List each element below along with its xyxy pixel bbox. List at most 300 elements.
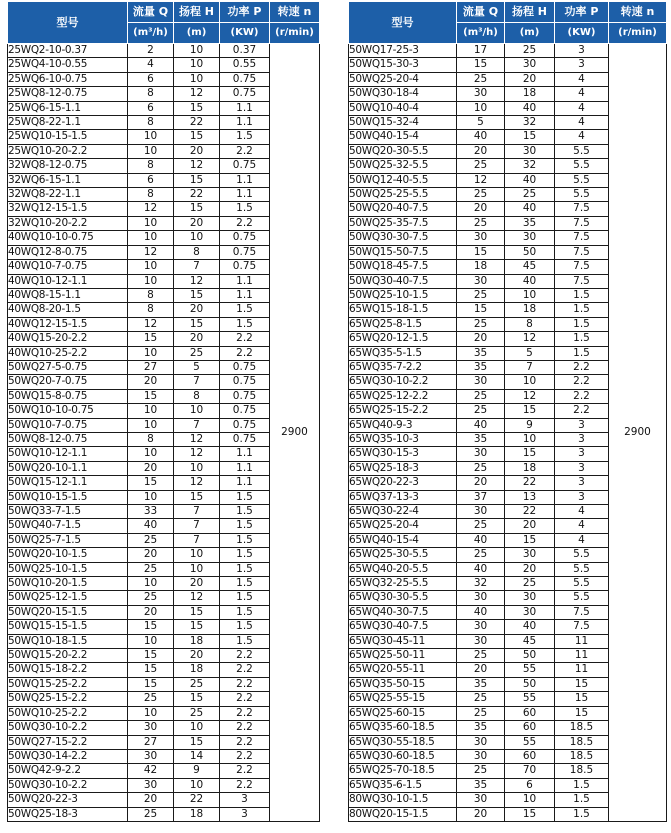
head-cell: 12 xyxy=(174,87,220,101)
power-cell: 4 xyxy=(555,519,609,533)
flow-cell: 35 xyxy=(457,360,505,374)
head-cell: 5 xyxy=(505,346,555,360)
model-cell: 50WQ25-35-7.5 xyxy=(349,216,457,230)
model-cell: 50WQ25-32-5.5 xyxy=(349,159,457,173)
flow-cell: 30 xyxy=(457,749,505,763)
model-cell: 65WQ37-13-3 xyxy=(349,490,457,504)
flow-cell: 25 xyxy=(128,692,174,706)
model-cell: 50WQ20-30-5.5 xyxy=(349,144,457,158)
head-cell: 50 xyxy=(505,677,555,691)
model-cell: 50WQ15-25-2.2 xyxy=(8,677,128,691)
flow-cell: 8 xyxy=(128,87,174,101)
model-cell: 50WQ25-15-2.2 xyxy=(8,692,128,706)
flow-cell: 8 xyxy=(128,116,174,130)
power-cell: 5.5 xyxy=(555,159,609,173)
flow-cell: 30 xyxy=(457,793,505,807)
power-cell: 0.75 xyxy=(220,360,270,374)
model-cell: 65WQ25-70-18.5 xyxy=(349,764,457,778)
head-cell: 25 xyxy=(174,346,220,360)
power-cell: 0.75 xyxy=(220,159,270,173)
power-cell: 2.2 xyxy=(220,735,270,749)
power-cell: 18.5 xyxy=(555,735,609,749)
head-cell: 12 xyxy=(505,332,555,346)
flow-cell: 30 xyxy=(457,87,505,101)
flow-cell: 25 xyxy=(457,461,505,475)
head-cell: 50 xyxy=(505,245,555,259)
power-cell: 0.75 xyxy=(220,87,270,101)
power-cell: 15 xyxy=(555,692,609,706)
model-cell: 50WQ25-7-1.5 xyxy=(8,533,128,547)
head-cell: 8 xyxy=(505,317,555,331)
head-cell: 45 xyxy=(505,634,555,648)
power-cell: 1.1 xyxy=(220,173,270,187)
head-cell: 15 xyxy=(505,404,555,418)
flow-cell: 32 xyxy=(457,577,505,591)
table-body-right xyxy=(349,44,667,822)
power-cell: 2.2 xyxy=(220,764,270,778)
model-cell: 50WQ15-50-7.5 xyxy=(349,245,457,259)
head-cell: 12 xyxy=(174,432,220,446)
power-cell: 2.2 xyxy=(220,692,270,706)
flow-cell: 25 xyxy=(457,692,505,706)
header-flow: 流量 Q xyxy=(457,2,505,23)
flow-cell: 8 xyxy=(128,288,174,302)
head-cell: 20 xyxy=(174,303,220,317)
flow-cell: 40 xyxy=(457,533,505,547)
power-cell: 0.37 xyxy=(220,44,270,58)
power-cell: 3 xyxy=(555,447,609,461)
model-cell: 80WQ20-15-1.5 xyxy=(349,807,457,821)
model-cell: 40WQ8-15-1.1 xyxy=(8,288,128,302)
flow-cell: 6 xyxy=(128,72,174,86)
model-cell: 50WQ30-10-2.2 xyxy=(8,721,128,735)
head-cell: 14 xyxy=(174,749,220,763)
power-cell: 4 xyxy=(555,533,609,547)
head-cell: 40 xyxy=(505,620,555,634)
head-cell: 55 xyxy=(505,663,555,677)
head-cell: 55 xyxy=(505,735,555,749)
flow-cell: 15 xyxy=(457,245,505,259)
flow-cell: 10 xyxy=(128,634,174,648)
flow-cell: 15 xyxy=(128,332,174,346)
head-cell: 25 xyxy=(505,188,555,202)
power-cell: 2.2 xyxy=(220,216,270,230)
model-cell: 50WQ40-7-1.5 xyxy=(8,519,128,533)
flow-cell: 8 xyxy=(128,432,174,446)
flow-cell: 25 xyxy=(457,216,505,230)
model-cell: 40WQ10-25-2.2 xyxy=(8,346,128,360)
flow-cell: 15 xyxy=(128,476,174,490)
flow-cell: 40 xyxy=(457,605,505,619)
power-cell: 4 xyxy=(555,130,609,144)
model-cell: 65WQ20-55-11 xyxy=(349,663,457,677)
power-cell: 2.2 xyxy=(220,677,270,691)
power-cell: 5.5 xyxy=(555,577,609,591)
model-cell: 65WQ30-10-2.2 xyxy=(349,375,457,389)
flow-cell: 15 xyxy=(128,649,174,663)
power-cell: 1.5 xyxy=(220,591,270,605)
model-cell: 65WQ35-60-18.5 xyxy=(349,721,457,735)
model-cell: 25WQ2-10-0.37 xyxy=(8,44,128,58)
power-cell: 11 xyxy=(555,649,609,663)
spec-table-right xyxy=(348,1,667,822)
model-cell: 50WQ20-10-1.1 xyxy=(8,461,128,475)
head-cell: 15 xyxy=(174,692,220,706)
power-cell: 3 xyxy=(220,793,270,807)
flow-cell: 10 xyxy=(128,577,174,591)
head-cell: 12 xyxy=(174,274,220,288)
model-cell: 50WQ12-40-5.5 xyxy=(349,173,457,187)
power-cell: 7.5 xyxy=(555,260,609,274)
flow-cell: 10 xyxy=(128,231,174,245)
flow-cell: 30 xyxy=(457,591,505,605)
power-cell: 4 xyxy=(555,87,609,101)
flow-cell: 15 xyxy=(128,677,174,691)
flow-cell: 20 xyxy=(457,663,505,677)
power-cell: 0.75 xyxy=(220,404,270,418)
flow-cell: 15 xyxy=(128,389,174,403)
model-cell: 50WQ15-32-4 xyxy=(349,116,457,130)
model-cell: 50WQ33-7-1.5 xyxy=(8,505,128,519)
head-cell: 20 xyxy=(174,332,220,346)
flow-cell: 10 xyxy=(128,274,174,288)
flow-cell: 25 xyxy=(457,159,505,173)
head-cell: 7 xyxy=(174,260,220,274)
head-cell: 10 xyxy=(505,793,555,807)
model-cell: 50WQ30-30-7.5 xyxy=(349,231,457,245)
model-cell: 65WQ30-55-18.5 xyxy=(349,735,457,749)
flow-cell: 30 xyxy=(457,634,505,648)
head-cell: 15 xyxy=(505,533,555,547)
model-cell: 50WQ18-45-7.5 xyxy=(349,260,457,274)
header-power-unit: (KW) xyxy=(555,23,609,44)
power-cell: 1.5 xyxy=(220,548,270,562)
flow-cell: 30 xyxy=(457,274,505,288)
flow-cell: 6 xyxy=(128,173,174,187)
head-cell: 30 xyxy=(505,58,555,72)
power-cell: 5.5 xyxy=(555,188,609,202)
flow-cell: 20 xyxy=(128,548,174,562)
power-cell: 0.75 xyxy=(220,231,270,245)
head-cell: 15 xyxy=(174,288,220,302)
flow-cell: 20 xyxy=(128,793,174,807)
head-cell: 10 xyxy=(174,548,220,562)
power-cell: 2.2 xyxy=(555,404,609,418)
model-cell: 65WQ35-6-1.5 xyxy=(349,778,457,792)
head-cell: 20 xyxy=(174,216,220,230)
flow-cell: 20 xyxy=(457,476,505,490)
head-cell: 7 xyxy=(174,505,220,519)
model-cell: 65WQ20-22-3 xyxy=(349,476,457,490)
head-cell: 55 xyxy=(505,692,555,706)
head-cell: 9 xyxy=(505,418,555,432)
head-cell: 8 xyxy=(174,389,220,403)
model-cell: 65WQ35-5-1.5 xyxy=(349,346,457,360)
head-cell: 10 xyxy=(174,562,220,576)
model-cell: 25WQ6-10-0.75 xyxy=(8,72,128,86)
head-cell: 15 xyxy=(505,447,555,461)
model-cell: 25WQ6-15-1.1 xyxy=(8,101,128,115)
flow-cell: 30 xyxy=(457,231,505,245)
header-speed-unit: (r/min) xyxy=(609,23,667,44)
header-head: 扬程 H xyxy=(174,2,220,23)
model-cell: 65WQ35-7-2.2 xyxy=(349,360,457,374)
model-cell: 50WQ30-10-2.2 xyxy=(8,778,128,792)
flow-cell: 15 xyxy=(128,663,174,677)
power-cell: 2.2 xyxy=(220,649,270,663)
power-cell: 1.1 xyxy=(220,461,270,475)
flow-cell: 10 xyxy=(128,706,174,720)
head-cell: 30 xyxy=(505,231,555,245)
flow-cell: 30 xyxy=(457,735,505,749)
power-cell: 1.5 xyxy=(220,634,270,648)
flow-cell: 35 xyxy=(457,346,505,360)
model-cell: 50WQ30-40-7.5 xyxy=(349,274,457,288)
head-cell: 25 xyxy=(174,706,220,720)
model-cell: 65WQ25-55-15 xyxy=(349,692,457,706)
power-cell: 3 xyxy=(555,44,609,58)
head-cell: 15 xyxy=(174,317,220,331)
header-head: 扬程 H xyxy=(505,2,555,23)
model-cell: 50WQ10-10-0.75 xyxy=(8,404,128,418)
flow-cell: 8 xyxy=(128,188,174,202)
model-cell: 65WQ25-60-15 xyxy=(349,706,457,720)
head-cell: 13 xyxy=(505,490,555,504)
model-cell: 80WQ30-10-1.5 xyxy=(349,793,457,807)
power-cell: 18.5 xyxy=(555,721,609,735)
power-cell: 18.5 xyxy=(555,764,609,778)
power-cell: 7.5 xyxy=(555,605,609,619)
power-cell: 2.2 xyxy=(220,721,270,735)
head-cell: 30 xyxy=(505,605,555,619)
power-cell: 1.1 xyxy=(220,274,270,288)
model-cell: 25WQ8-12-0.75 xyxy=(8,87,128,101)
model-cell: 40WQ12-15-1.5 xyxy=(8,317,128,331)
flow-cell: 25 xyxy=(457,317,505,331)
model-cell: 65WQ30-30-5.5 xyxy=(349,591,457,605)
flow-cell: 25 xyxy=(457,72,505,86)
head-cell: 40 xyxy=(505,173,555,187)
flow-cell: 6 xyxy=(128,101,174,115)
head-cell: 25 xyxy=(174,677,220,691)
model-cell: 40WQ10-12-1.1 xyxy=(8,274,128,288)
flow-cell: 40 xyxy=(457,418,505,432)
header-head-unit: (m) xyxy=(174,23,220,44)
head-cell: 10 xyxy=(174,461,220,475)
power-cell: 1.5 xyxy=(220,533,270,547)
model-cell: 50WQ10-18-1.5 xyxy=(8,634,128,648)
flow-cell: 10 xyxy=(128,260,174,274)
head-cell: 7 xyxy=(174,418,220,432)
flow-cell: 5 xyxy=(457,116,505,130)
flow-cell: 20 xyxy=(128,375,174,389)
flow-cell: 30 xyxy=(128,749,174,763)
flow-cell: 20 xyxy=(457,332,505,346)
flow-cell: 40 xyxy=(457,130,505,144)
head-cell: 5 xyxy=(174,360,220,374)
head-cell: 15 xyxy=(174,735,220,749)
power-cell: 1.5 xyxy=(220,505,270,519)
model-cell: 50WQ15-18-2.2 xyxy=(8,663,128,677)
power-cell: 3 xyxy=(555,490,609,504)
model-cell: 50WQ10-40-4 xyxy=(349,101,457,115)
head-cell: 15 xyxy=(174,490,220,504)
speed-cell: 2900 xyxy=(270,44,320,822)
flow-cell: 4 xyxy=(128,58,174,72)
power-cell: 7.5 xyxy=(555,620,609,634)
head-cell: 60 xyxy=(505,706,555,720)
model-cell: 50WQ15-30-3 xyxy=(349,58,457,72)
head-cell: 7 xyxy=(174,375,220,389)
model-cell: 50WQ17-25-3 xyxy=(349,44,457,58)
flow-cell: 2 xyxy=(128,44,174,58)
table-row xyxy=(349,44,667,58)
flow-cell: 33 xyxy=(128,505,174,519)
head-cell: 30 xyxy=(505,548,555,562)
head-cell: 18 xyxy=(174,807,220,821)
flow-cell: 30 xyxy=(128,778,174,792)
power-cell: 1.1 xyxy=(220,447,270,461)
power-cell: 11 xyxy=(555,634,609,648)
power-cell: 15 xyxy=(555,677,609,691)
model-cell: 50WQ10-20-1.5 xyxy=(8,577,128,591)
model-cell: 65WQ20-12-1.5 xyxy=(349,332,457,346)
flow-cell: 30 xyxy=(457,375,505,389)
model-cell: 65WQ35-50-15 xyxy=(349,677,457,691)
flow-cell: 25 xyxy=(457,288,505,302)
head-cell: 45 xyxy=(505,260,555,274)
flow-cell: 30 xyxy=(457,505,505,519)
power-cell: 1.5 xyxy=(555,346,609,360)
power-cell: 1.1 xyxy=(220,476,270,490)
flow-cell: 25 xyxy=(457,519,505,533)
power-cell: 1.1 xyxy=(220,288,270,302)
model-cell: 50WQ40-15-4 xyxy=(349,130,457,144)
power-cell: 11 xyxy=(555,663,609,677)
flow-cell: 20 xyxy=(457,202,505,216)
head-cell: 15 xyxy=(174,101,220,115)
model-cell: 32WQ8-12-0.75 xyxy=(8,159,128,173)
head-cell: 35 xyxy=(505,216,555,230)
power-cell: 7.5 xyxy=(555,274,609,288)
flow-cell: 42 xyxy=(128,764,174,778)
head-cell: 70 xyxy=(505,764,555,778)
flow-cell: 25 xyxy=(457,404,505,418)
power-cell: 1.5 xyxy=(220,519,270,533)
power-cell: 0.75 xyxy=(220,72,270,86)
flow-cell: 8 xyxy=(128,303,174,317)
head-cell: 10 xyxy=(505,288,555,302)
flow-cell: 27 xyxy=(128,360,174,374)
power-cell: 4 xyxy=(555,101,609,115)
head-cell: 20 xyxy=(505,519,555,533)
flow-cell: 10 xyxy=(128,346,174,360)
head-cell: 60 xyxy=(505,721,555,735)
model-cell: 40WQ15-20-2.2 xyxy=(8,332,128,346)
power-cell: 1.5 xyxy=(220,202,270,216)
model-cell: 32WQ6-15-1.1 xyxy=(8,173,128,187)
power-cell: 2.2 xyxy=(220,332,270,346)
model-cell: 65WQ40-20-5.5 xyxy=(349,562,457,576)
power-cell: 2.2 xyxy=(220,706,270,720)
header-power-unit: (KW) xyxy=(220,23,270,44)
model-cell: 50WQ20-22-3 xyxy=(8,793,128,807)
model-cell: 50WQ10-25-2.2 xyxy=(8,706,128,720)
power-cell: 2.2 xyxy=(555,375,609,389)
model-cell: 50WQ20-15-1.5 xyxy=(8,605,128,619)
power-cell: 5.5 xyxy=(555,144,609,158)
header-flow: 流量 Q xyxy=(128,2,174,23)
model-cell: 50WQ25-10-1.5 xyxy=(8,562,128,576)
power-cell: 3 xyxy=(555,418,609,432)
power-cell: 2.2 xyxy=(555,389,609,403)
head-cell: 10 xyxy=(174,778,220,792)
head-cell: 32 xyxy=(505,159,555,173)
flow-cell: 20 xyxy=(128,461,174,475)
head-cell: 12 xyxy=(174,159,220,173)
header-speed-unit: (r/min) xyxy=(270,23,320,44)
head-cell: 22 xyxy=(505,476,555,490)
power-cell: 5.5 xyxy=(555,591,609,605)
head-cell: 50 xyxy=(505,649,555,663)
power-cell: 2.2 xyxy=(220,749,270,763)
power-cell: 1.5 xyxy=(555,793,609,807)
flow-cell: 10 xyxy=(128,447,174,461)
power-cell: 3 xyxy=(555,461,609,475)
power-cell: 7.5 xyxy=(555,202,609,216)
model-cell: 50WQ20-40-7.5 xyxy=(349,202,457,216)
head-cell: 9 xyxy=(174,764,220,778)
power-cell: 1.1 xyxy=(220,188,270,202)
power-cell: 7.5 xyxy=(555,231,609,245)
flow-cell: 12 xyxy=(128,202,174,216)
model-cell: 65WQ30-40-7.5 xyxy=(349,620,457,634)
head-cell: 10 xyxy=(174,44,220,58)
flow-cell: 10 xyxy=(128,418,174,432)
model-cell: 65WQ25-12-2.2 xyxy=(349,389,457,403)
head-cell: 18 xyxy=(505,87,555,101)
model-cell: 50WQ10-12-1.1 xyxy=(8,447,128,461)
power-cell: 4 xyxy=(555,505,609,519)
head-cell: 15 xyxy=(505,130,555,144)
model-cell: 25WQ8-22-1.1 xyxy=(8,116,128,130)
head-cell: 22 xyxy=(505,505,555,519)
model-cell: 65WQ25-18-3 xyxy=(349,461,457,475)
power-cell: 1.5 xyxy=(220,130,270,144)
model-cell: 50WQ20-7-0.75 xyxy=(8,375,128,389)
power-cell: 18.5 xyxy=(555,749,609,763)
head-cell: 60 xyxy=(505,749,555,763)
power-cell: 4 xyxy=(555,116,609,130)
model-cell: 50WQ42-9-2.2 xyxy=(8,764,128,778)
header-power: 功率 P xyxy=(555,2,609,23)
model-cell: 50WQ25-18-3 xyxy=(8,807,128,821)
head-cell: 15 xyxy=(174,620,220,634)
model-cell: 65WQ40-30-7.5 xyxy=(349,605,457,619)
head-cell: 22 xyxy=(174,793,220,807)
power-cell: 0.75 xyxy=(220,418,270,432)
flow-cell: 12 xyxy=(128,317,174,331)
head-cell: 20 xyxy=(505,562,555,576)
head-cell: 22 xyxy=(174,188,220,202)
head-cell: 7 xyxy=(174,519,220,533)
power-cell: 5.5 xyxy=(555,548,609,562)
head-cell: 20 xyxy=(174,577,220,591)
flow-cell: 30 xyxy=(128,721,174,735)
power-cell: 1.1 xyxy=(220,101,270,115)
model-cell: 40WQ12-8-0.75 xyxy=(8,245,128,259)
model-cell: 32WQ12-15-1.5 xyxy=(8,202,128,216)
